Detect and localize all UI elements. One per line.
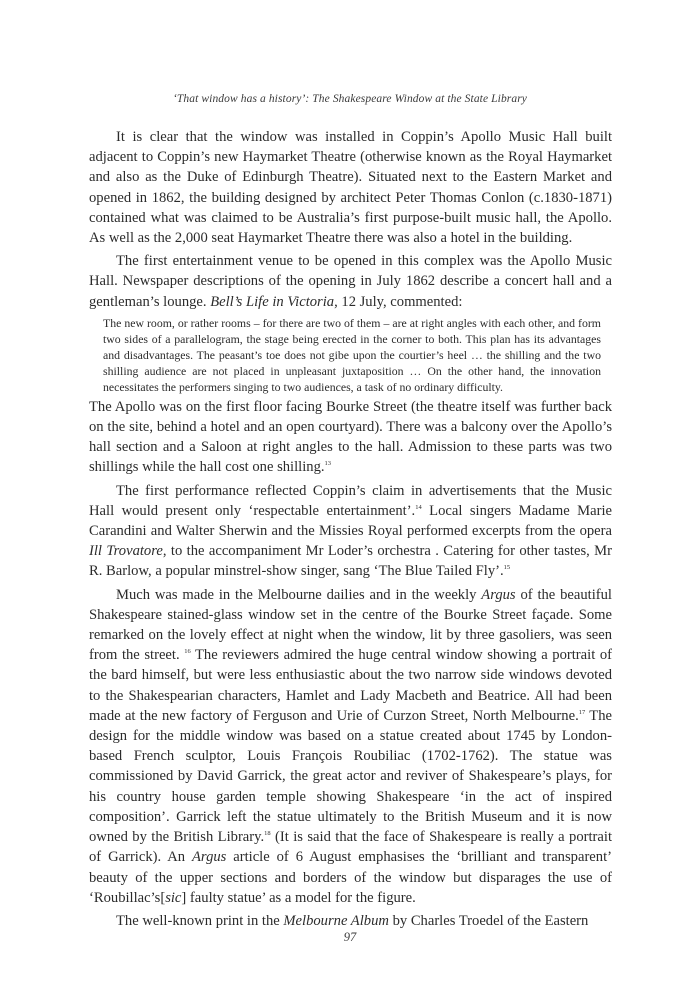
block-quote-text: The new room, or rather rooms – for there are two of them – are at right angles with each other, and form two sides of a parallelogram, the stage being erected in the corner to both. This plan has its advantages and disadvantages. The peasant’s toe does not gibe upon the courtier’s heel … the shilling and the two shilling audience are not placed in unpleasant juxtaposition … On the other hand, the innovation necessitates the performers singing to two audiences, a task of no ordinary difficulty. <box>103 315 601 394</box>
paragraph-6 <box>89 911 612 931</box>
publication-title: Bell’s Life in Victoria <box>210 293 335 310</box>
footnote-ref: 13 <box>324 460 332 468</box>
paragraph-1-text: It is clear that the window was installed in Coppin’s Apollo Music Hall built adjacent to Coppin’s new Haymarket Theatre (otherwise known as the Royal Haymarket and also as the Duke of Edinburgh Theatre). Situated next to the Eastern Market and opened in 1862, the building designed by architect Peter Thomas Conlon (c.1830-1871) contained what was claimed to be Australia’s first purpose-built music hall, the Apollo. As well as the 2,000 seat Haymarket Theatre there was also a hotel in the building. <box>89 129 612 247</box>
sic-marker: sic <box>165 889 182 906</box>
paragraph-5-text-b: of the beautiful Shakespeare stained-glass window set in the centre of the Bourke Street façade. Some remarked on the lovely effect at night when the window, lit by three gasoliers, was seen from the street. <box>89 586 612 664</box>
paragraph-4-text: The first performance reflected Coppin’s claim in advertisements that the Music Hall would present only ‘respectable entertainment’. <box>89 482 612 519</box>
paragraph-6-text-end: by Charles Troedel of the Eastern <box>388 912 589 929</box>
paragraph-4 <box>89 481 612 582</box>
paragraph-5-text-g: ] faulty statue’ as a model for the figure. <box>181 889 416 906</box>
paragraph-3 <box>89 397 612 478</box>
body-text <box>89 127 612 931</box>
paragraph-4-text-end: , to the accompaniment Mr Loder’s orchestra . Catering for other tastes, Mr R. Barlow, a popular minstrel-show singer, sang ‘The Blue Tailed Fly’. <box>89 543 613 580</box>
opera-title: Ill Trovatore <box>89 543 163 560</box>
paragraph-5-text-e: (It is said that the face of Shakespeare is really a portrait of Garrick). An <box>89 829 613 866</box>
paragraph-5-text-c: The reviewers admired the huge central window showing a portrait of the bard himself, but were less enthusiastic about the two narrow side windows devoted to the Shakespearian characters, Hamlet and Lady Macbeth and Beatrice. All had been made at the new factory of Ferguson and Urie of Curzon Street, North Melbourne. <box>89 647 612 724</box>
publication-title: Argus <box>192 849 227 866</box>
running-head: ‘That window has a history’: The Shakespeare Window at the State Library <box>173 93 527 105</box>
footnote-ref: 16 <box>184 648 191 656</box>
paragraph-6-text: The well-known print in the <box>116 912 284 929</box>
footnote-ref: 17 <box>578 708 586 716</box>
block-quote <box>89 315 612 395</box>
paragraph-5-text-d: The design for the middle window was based on a statue created about 1745 by London-based French sculptor, Louis François Roubiliac (1702-1762). The statue was commissioned by David Garrick, the great actor and reviver of Shakespeare’s plays, for his country house garden temple showing Shakespeare ‘in the act of inspired composition’. Garrick left the statue ultimately to the British Museum and it is now owned by the British Library. <box>89 707 612 846</box>
paragraph-3-text: The Apollo was on the first floor facing Bourke Street (the theatre itself was further back on the site, behind a hotel and an open courtyard). There was a balcony over the Apollo’s hall section and a Saloon at right angles to the hall. Admission to these parts was two shillings while the hall cost one shilling. <box>89 398 612 476</box>
paragraph-2-text-end: , 12 July, commented: <box>334 293 463 310</box>
paragraph-5 <box>89 585 612 908</box>
paragraph-2 <box>89 251 612 312</box>
page-number: 97 <box>343 930 357 944</box>
footnote-ref: 14 <box>415 503 422 511</box>
paragraph-1 <box>89 127 612 248</box>
publication-title: Melbourne Album <box>283 912 389 929</box>
paragraph-4-text-mid: Local singers Madame Marie Carandini and Walter Sherwin and the Missies Royal performed excerpts from the opera <box>89 502 613 540</box>
footnote-ref: 15 <box>503 564 511 572</box>
paragraph-2-text: The first entertainment venue to be opened in this complex was the Apollo Music Hall. Newspaper descriptions of the opening in July 1862 describe a concert hall and a gentleman’s lounge. <box>89 253 612 310</box>
paragraph-5-text-f: article of 6 August emphasises the ‘brilliant and transparent’ beauty of the upper sections and borders of the window but disparages the use of ‘Roubillac’s[ <box>89 849 612 906</box>
paragraph-5-text: Much was made in the Melbourne dailies and in the weekly <box>116 586 482 603</box>
footnote-ref: 18 <box>264 830 271 838</box>
publication-title: Argus <box>481 586 516 603</box>
